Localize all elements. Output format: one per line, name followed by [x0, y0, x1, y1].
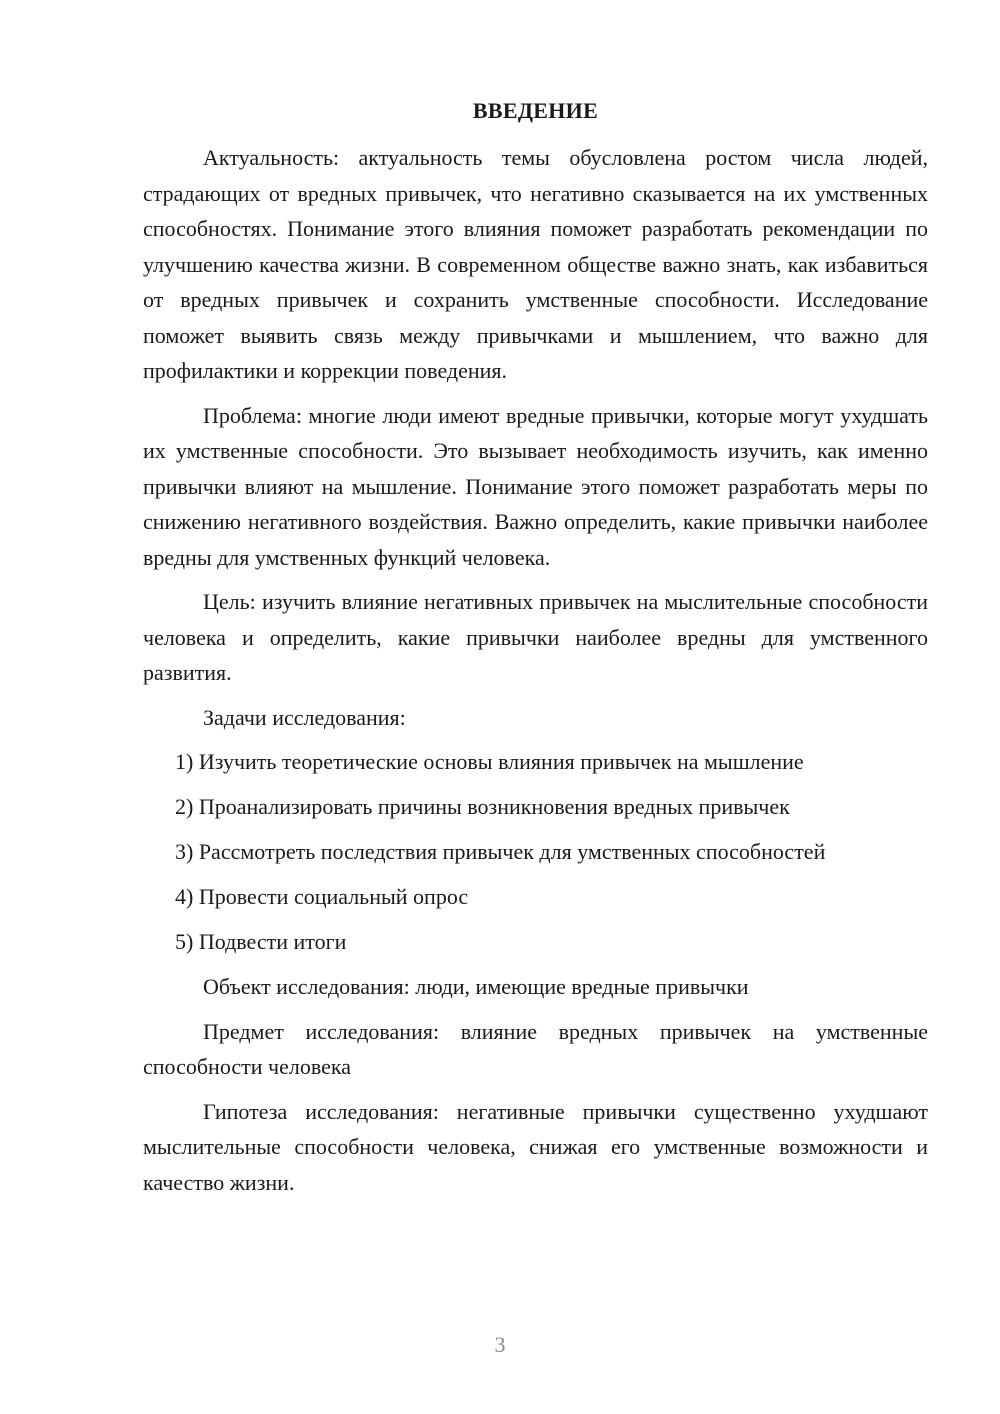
problem-paragraph: Проблема: многие люди имеют вредные привычки, которые могут ухудшать их умственные способности. Это вызывает необходимость изучить, как именно привычки влияют на мышление. Понимание этого поможет разработать меры по снижению негативного воздействия. Важно определить, какие привычки наиболее вредны для умственных функций человека.: [143, 402, 928, 570]
task-item: 4) Провести социальный опрос: [175, 884, 469, 909]
relevance-paragraph: Актуальность: актуальность темы обусловлена ростом числа людей, страдающих от вредных привычек, что негативно сказывается на их умственных способностях. Понимание этого влияния поможет разработать рекомендации по улучшению качества жизни. В современном обществе важно знать, как избавиться от вредных привычек и сохранить умственные способности. Исследование поможет выявить связь между привычками и мышлением, что важно для профилактики и коррекции поведения.: [143, 145, 928, 383]
task-item: 5) Подвести итоги: [175, 929, 347, 954]
section-title: ВВЕДЕНИЕ: [472, 98, 599, 123]
task-item: 3) Рассмотреть последствия привычек для умственных способностей: [175, 839, 826, 864]
hypothesis-paragraph: Гипотеза исследования: негативные привычки существенно ухудшают мыслительные способности человека, снижая его умственные возможности и качество жизни.: [143, 1098, 928, 1195]
subject-paragraph: Предмет исследования: влияние вредных привычек на умственные способности человека: [143, 1018, 928, 1079]
tasks-heading: Задачи исследования:: [203, 704, 406, 730]
tasks-list: [143, 744, 928, 960]
object-paragraph: Объект исследования: люди, имеющие вредные привычки: [203, 974, 749, 999]
task-item: 1) Изучить теоретические основы влияния привычек на мышление: [175, 749, 804, 774]
page-number: 3: [494, 1332, 506, 1357]
document-page: [143, 94, 928, 1209]
task-item: 2) Проанализировать причины возникновения вредных привычек: [175, 794, 790, 819]
goal-paragraph: Цель: изучить влияние негативных привычек на мыслительные способности человека и определить, какие привычки наиболее вредны для умственного развития.: [143, 589, 928, 685]
